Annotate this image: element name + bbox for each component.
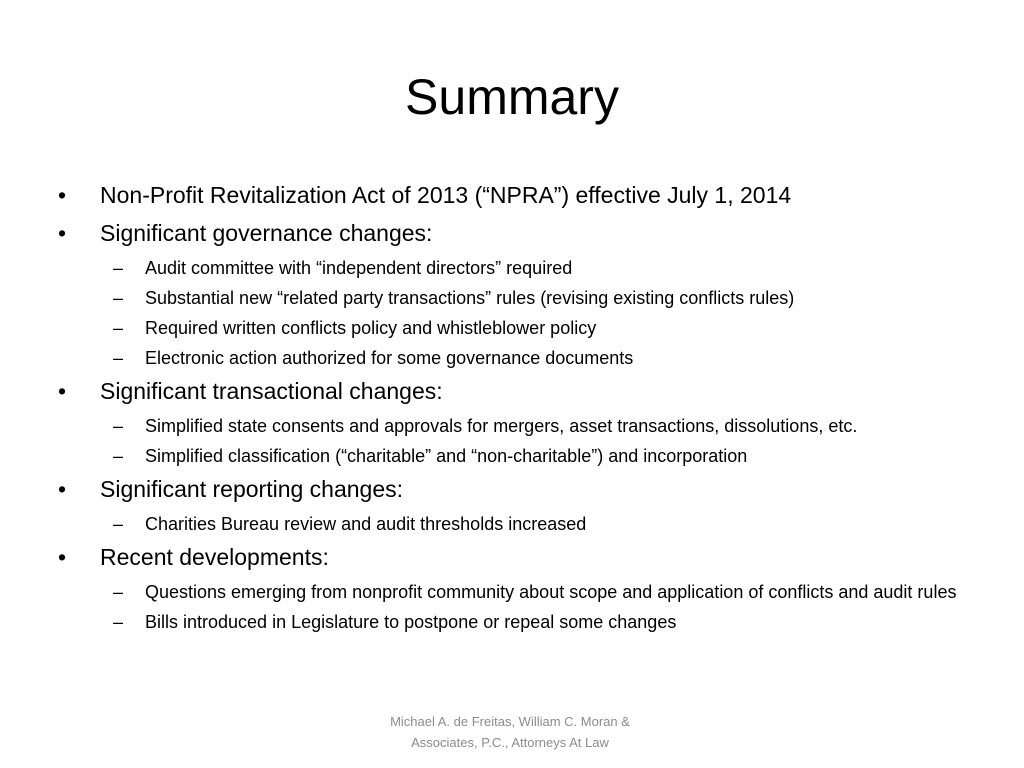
slide-footer <box>350 711 670 753</box>
bullet-icon: • <box>58 220 67 246</box>
sub-item <box>58 414 988 438</box>
sub-item-text: Electronic action authorized for some governance documents <box>145 348 634 368</box>
bullet-icon: • <box>58 378 67 404</box>
recent-sublist <box>58 580 988 634</box>
bullet-text: Significant reporting changes: <box>100 476 404 502</box>
slide-title: Summary <box>405 69 619 125</box>
sub-item-text: Simplified state consents and approvals for mergers, asset transactions, dissolutions, etc. <box>145 416 858 436</box>
dash-icon: – <box>113 318 124 338</box>
bullet-item-recent <box>58 542 988 572</box>
bullet-text: Recent developments: <box>100 544 329 570</box>
sub-item <box>58 346 988 370</box>
bullet-text: Significant governance changes: <box>100 220 433 246</box>
sub-item-text: Substantial new “related party transactions” rules (revising existing conflicts rules) <box>145 288 795 308</box>
sub-item <box>58 286 988 310</box>
bullet-icon: • <box>58 182 67 208</box>
footer-line-2: Associates, P.C., Attorneys At Law <box>411 735 609 750</box>
dash-icon: – <box>113 288 124 308</box>
dash-icon: – <box>113 514 124 534</box>
reporting-sublist <box>58 512 988 536</box>
bullet-icon: • <box>58 544 67 570</box>
sub-item-text: Charities Bureau review and audit thresholds increased <box>145 514 587 534</box>
sub-item-text: Bills introduced in Legislature to postpone or repeal some changes <box>145 612 677 632</box>
dash-icon: – <box>113 582 124 602</box>
bullet-item-governance <box>58 218 988 248</box>
transactional-sublist <box>58 414 988 468</box>
sub-item <box>58 512 988 536</box>
dash-icon: – <box>113 348 124 368</box>
bullet-list <box>58 180 988 640</box>
sub-item <box>58 580 988 604</box>
sub-item <box>58 610 988 634</box>
sub-item-text: Required written conflicts policy and whistleblower policy <box>145 318 597 338</box>
sub-item-text: Questions emerging from nonprofit community about scope and application of conflicts and audit rules <box>145 582 957 602</box>
dash-icon: – <box>113 416 124 436</box>
bullet-text: Significant transactional changes: <box>100 378 443 404</box>
sub-item <box>58 256 988 280</box>
bullet-item-reporting <box>58 474 988 504</box>
sub-item <box>58 444 988 468</box>
sub-item-text: Simplified classification (“charitable” and “non-charitable”) and incorporation <box>145 446 748 466</box>
dash-icon: – <box>113 446 124 466</box>
bullet-item-npra <box>58 180 988 210</box>
sub-item <box>58 316 988 340</box>
governance-sublist <box>58 256 988 370</box>
footer-line-1: Michael A. de Freitas, William C. Moran & <box>390 714 630 729</box>
dash-icon: – <box>113 258 124 278</box>
bullet-text: Non-Profit Revitalization Act of 2013 (“NPRA”) effective July 1, 2014 <box>100 182 792 208</box>
bullet-item-transactional <box>58 376 988 406</box>
bullet-icon: • <box>58 476 67 502</box>
sub-item-text: Audit committee with “independent directors” required <box>145 258 573 278</box>
dash-icon: – <box>113 612 124 632</box>
